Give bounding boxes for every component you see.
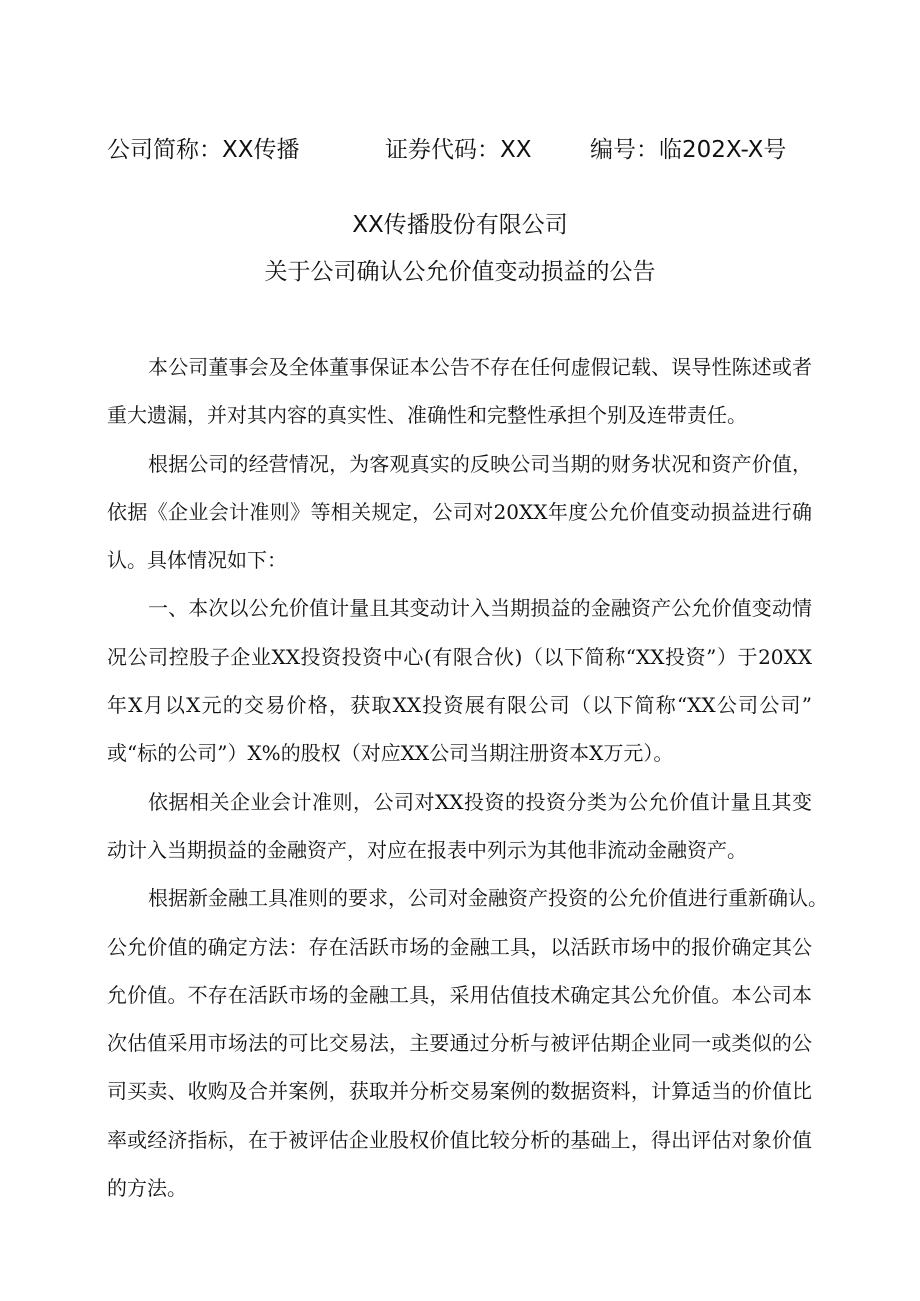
paragraph-1: [107, 343, 812, 440]
paragraph-line: 一、本次以公允价值计量且其变动计入当期损益的金融资产公允价值变动情: [148, 596, 812, 621]
paragraph-line: 年X月以X元的交易价格，获取XX投资展有限公司（以下简称“XX公司公司”: [107, 693, 812, 718]
paragraph-line: 根据公司的经营情况，为客观真实的反映公司当期的财务状况和资产价值，: [148, 451, 812, 476]
paragraph-line: 司买卖、收购及合并案例，获取并分析交易案例的数据资料，计算适当的价值比: [107, 1079, 812, 1104]
paragraph-2: [107, 440, 812, 585]
paragraph-line: 率或经济指标，在于被评估企业股权价值比较分析的基础上，得出评估对象价值: [107, 1127, 812, 1152]
stock-code: 证券代码：XX: [385, 137, 532, 163]
company-short-name: 公司简称：XX传播: [107, 137, 300, 163]
paragraph-line: 动计入当期损益的金融资产，对应在报表中列示为其他非流动金融资产。: [107, 837, 747, 862]
paragraph-3: [107, 584, 812, 777]
paragraph-line: 况公司控股子企业XX投资投资中心(有限合伙)（以下简称“XX投资”）于20XX: [107, 644, 812, 669]
paragraph-line: 或“标的公司”）X%的股权（对应XX公司当期注册资本X万元）。: [107, 741, 674, 766]
paragraph-line: 本公司董事会及全体董事保证本公告不存在任何虚假记载、误导性陈述或者: [148, 355, 812, 379]
announcement-number: 编号：临202X-X号: [590, 137, 787, 163]
paragraph-5: [107, 874, 828, 1212]
paragraph-line: 次估值采用市场法的可比交易法，主要通过分析与被评估期企业同一或类似的公: [107, 1031, 812, 1056]
document-title-subject: 关于公司确认公允价值变动损益的公告: [264, 259, 656, 285]
paragraph-line: 重大遗漏，并对其内容的真实性、准确性和完整性承担个别及连带责任。: [107, 403, 747, 428]
paragraph-line: 认。具体情况如下：: [107, 548, 287, 573]
document-body: [107, 343, 828, 1212]
paragraph-line: 公允价值的确定方法：存在活跃市场的金融工具，以活跃市场中的报价确定其公: [107, 934, 812, 959]
paragraph-line: 允价值。不存在活跃市场的金融工具，采用估值技术确定其公允价值。本公司本: [107, 982, 812, 1007]
paragraph-line: 根据新金融工具准则的要求，公司对金融资产投资的公允价值进行重新确认。: [148, 886, 828, 911]
paragraph-4: [107, 778, 812, 875]
paragraph-line: 依据《企业会计准则》等相关规定，公司对20XX年度公允价值变动损益进行确: [107, 499, 812, 524]
paragraph-line: 的方法。: [107, 1176, 187, 1201]
paragraph-line: 依据相关企业会计准则，公司对XX投资的投资分类为公允价值计量且其变: [148, 789, 812, 814]
document-title-company: XX传播股份有限公司: [352, 212, 568, 238]
